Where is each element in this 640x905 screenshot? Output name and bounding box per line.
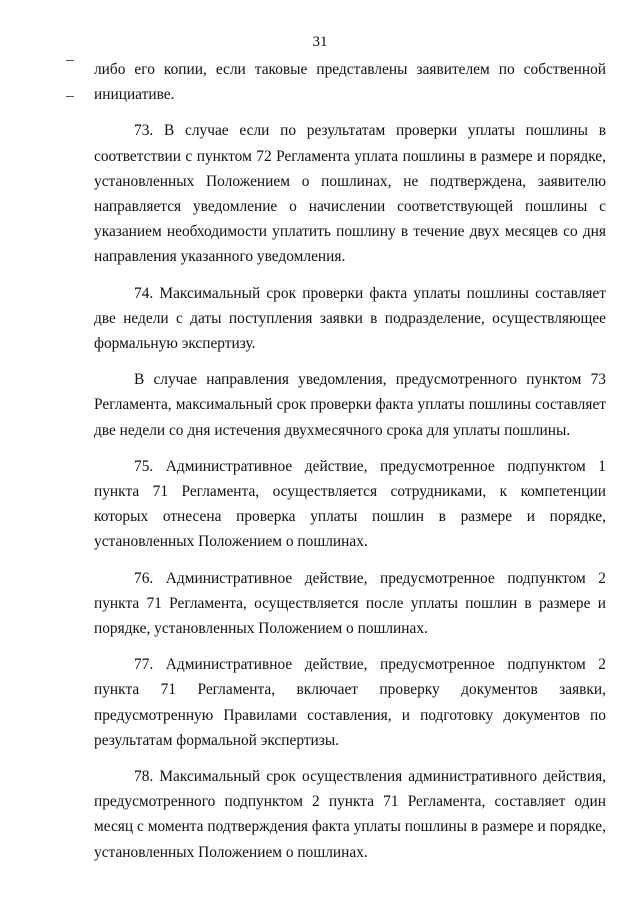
- paragraph-74-continued: В случае направления уведомления, предусмотренного пунктом 73 Регламента, максимальный срок проверки факта уплаты пошлины составляет две недели со дня истечения двухмесячного срока для уплаты пошлины.: [94, 371, 606, 439]
- margin-mark: [66, 60, 74, 61]
- paragraph-77: 77. Административное действие, предусмотренное подпунктом 2 пункта 71 Регламента, включает проверку документов заявки, предусмотренную Правилами составления, и подготовку документов по результатам формальной экспертизы.: [94, 656, 606, 749]
- document-body: [94, 57, 606, 876]
- paragraph-74: 74. Максимальный срок проверки факта уплаты пошлины составляет две недели с даты поступления заявки в подразделение, осуществляющее формальную экспертизу.: [94, 284, 606, 353]
- paragraph-76: 76. Административное действие, предусмотренное подпунктом 2 пункта 71 Регламента, осуществляется после уплаты пошлин в размере и порядке, установленных Положением о пошлинах.: [94, 569, 606, 638]
- paragraph-continuation: либо его копии, если таковые представлены заявителем по собственной инициативе.: [94, 61, 606, 104]
- paragraph-75: 75. Административное действие, предусмотренное подпунктом 1 пункта 71 Регламента, осуществляется сотрудниками, к компетенции которых отнесена проверка уплаты пошлин в размере и порядке, установленных Положением о пошлинах.: [94, 457, 606, 551]
- page-number: 31: [312, 34, 328, 50]
- paragraph-73: 73. В случае если по результатам проверки уплаты пошлины в соответствии с пунктом 72 Регламента уплата пошлины в размере и порядке, установленных Положением о пошлинах, не подтверждена, заявителю направляется уведомление о начислении соответствующей пошлины с указанием необходимости уплатить пошлину в течение двух месяцев со дня направления указанного уведомления.: [94, 122, 606, 266]
- paragraph-78: 78. Максимальный срок осуществления административного действия, предусмотренного подпунктом 2 пункта 71 Регламента, составляет один месяц с момента подтверждения факта уплаты пошлины в размере и порядке, установленных Положением о пошлинах.: [94, 768, 606, 861]
- margin-mark: [66, 96, 74, 97]
